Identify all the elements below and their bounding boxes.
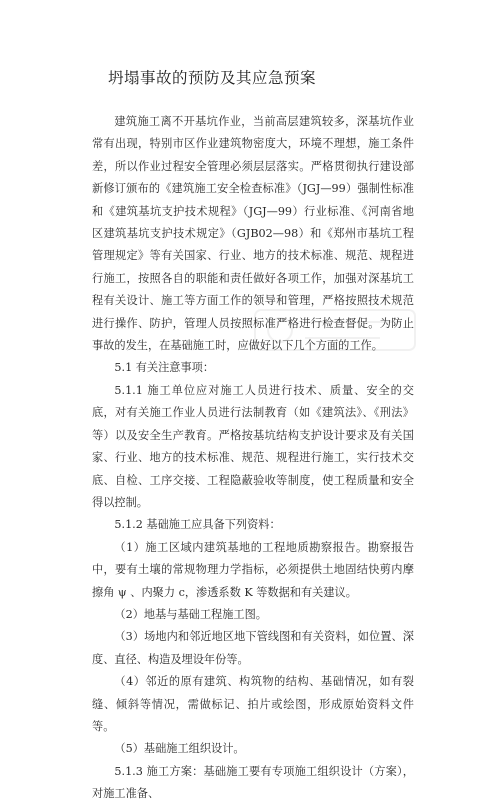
- section-heading-5-1-2: 5.1.2 基础施工应具备下列资料：: [114, 518, 281, 532]
- list-item-3: （3）场地内和邻近地区地下管线图和有关资料，如位置、深度、直径、构造及埋设年份等。: [92, 630, 414, 666]
- list-item-5: （5）基础施工组织设计。: [114, 742, 245, 756]
- intro-paragraph: 建筑施工离不开基坑作业，当前高层建筑较多，深基坑作业常有出现，特别市区作业建筑物密度大，环境不理想，施工条件差，所以作业过程安全管理必须层层落实。严格贯彻执行建设部新修订颁布的《建筑施工安全检查标准》（JGJ—99）强制性标准和《建筑基坑支护技术规程》（JGJ—99）行业标准、《河南省地区建筑基坑支护技术规定》（GJB02—98）和《郑州市基坑工程管理规定》等有关国家、行业、地方的技术标准、规范、规程进行施工，按照各自的职能和责任做好各项工作，加强对深基坑工程有关设计、施工等方面工作的领导和管理，严格按照技术规范进行操作、防护，管理人员按照标准严格进行检查督促。为防止事故的发生，在基础施工时，应做好以下几个方面的工作。: [92, 115, 414, 353]
- list-item-2: （2）地基与基础工程施工图。: [114, 607, 267, 621]
- paragraph-5-1-1: 5.1.1 施工单位应对施工人员进行技术、质量、安全的交底，对有关施工作业人员进行法制教育（如《建筑法》、《刑法》等）以及安全生产教育。严格按基坑结构支护设计要求及有关国家、行业、地方的技术标准、规范、规程进行施工，实行技术交底、自检、工序交接、工程隐蔽验收等制度，使工程质量和安全得以控制。: [92, 383, 414, 509]
- section-heading-5-1: 5.1 有关注意事项：: [114, 361, 215, 375]
- paragraph-5-1-3: 5.1.3 施工方案：基础施工要有专项施工组织设计（方案），对施工准备、: [92, 764, 414, 801]
- list-item-1: （1）施工区域内建筑基地的工程地质勘察报告。勘察报告中，要有土壤的常规物理力学指标，必须提供土地固结快剪内摩擦角 ψ 、内聚力 c，渗透系数 K 等数据和有关建议。: [92, 540, 414, 599]
- document-body: [92, 111, 414, 806]
- document-title: 坍塌事故的预防及其应急预案: [108, 69, 317, 87]
- list-item-4: （4）邻近的原有建筑、构筑物的结构、基础情况，如有裂缝、倾斜等情况，需做标记、拍片或绘图，形成原始资料文件等。: [92, 675, 414, 733]
